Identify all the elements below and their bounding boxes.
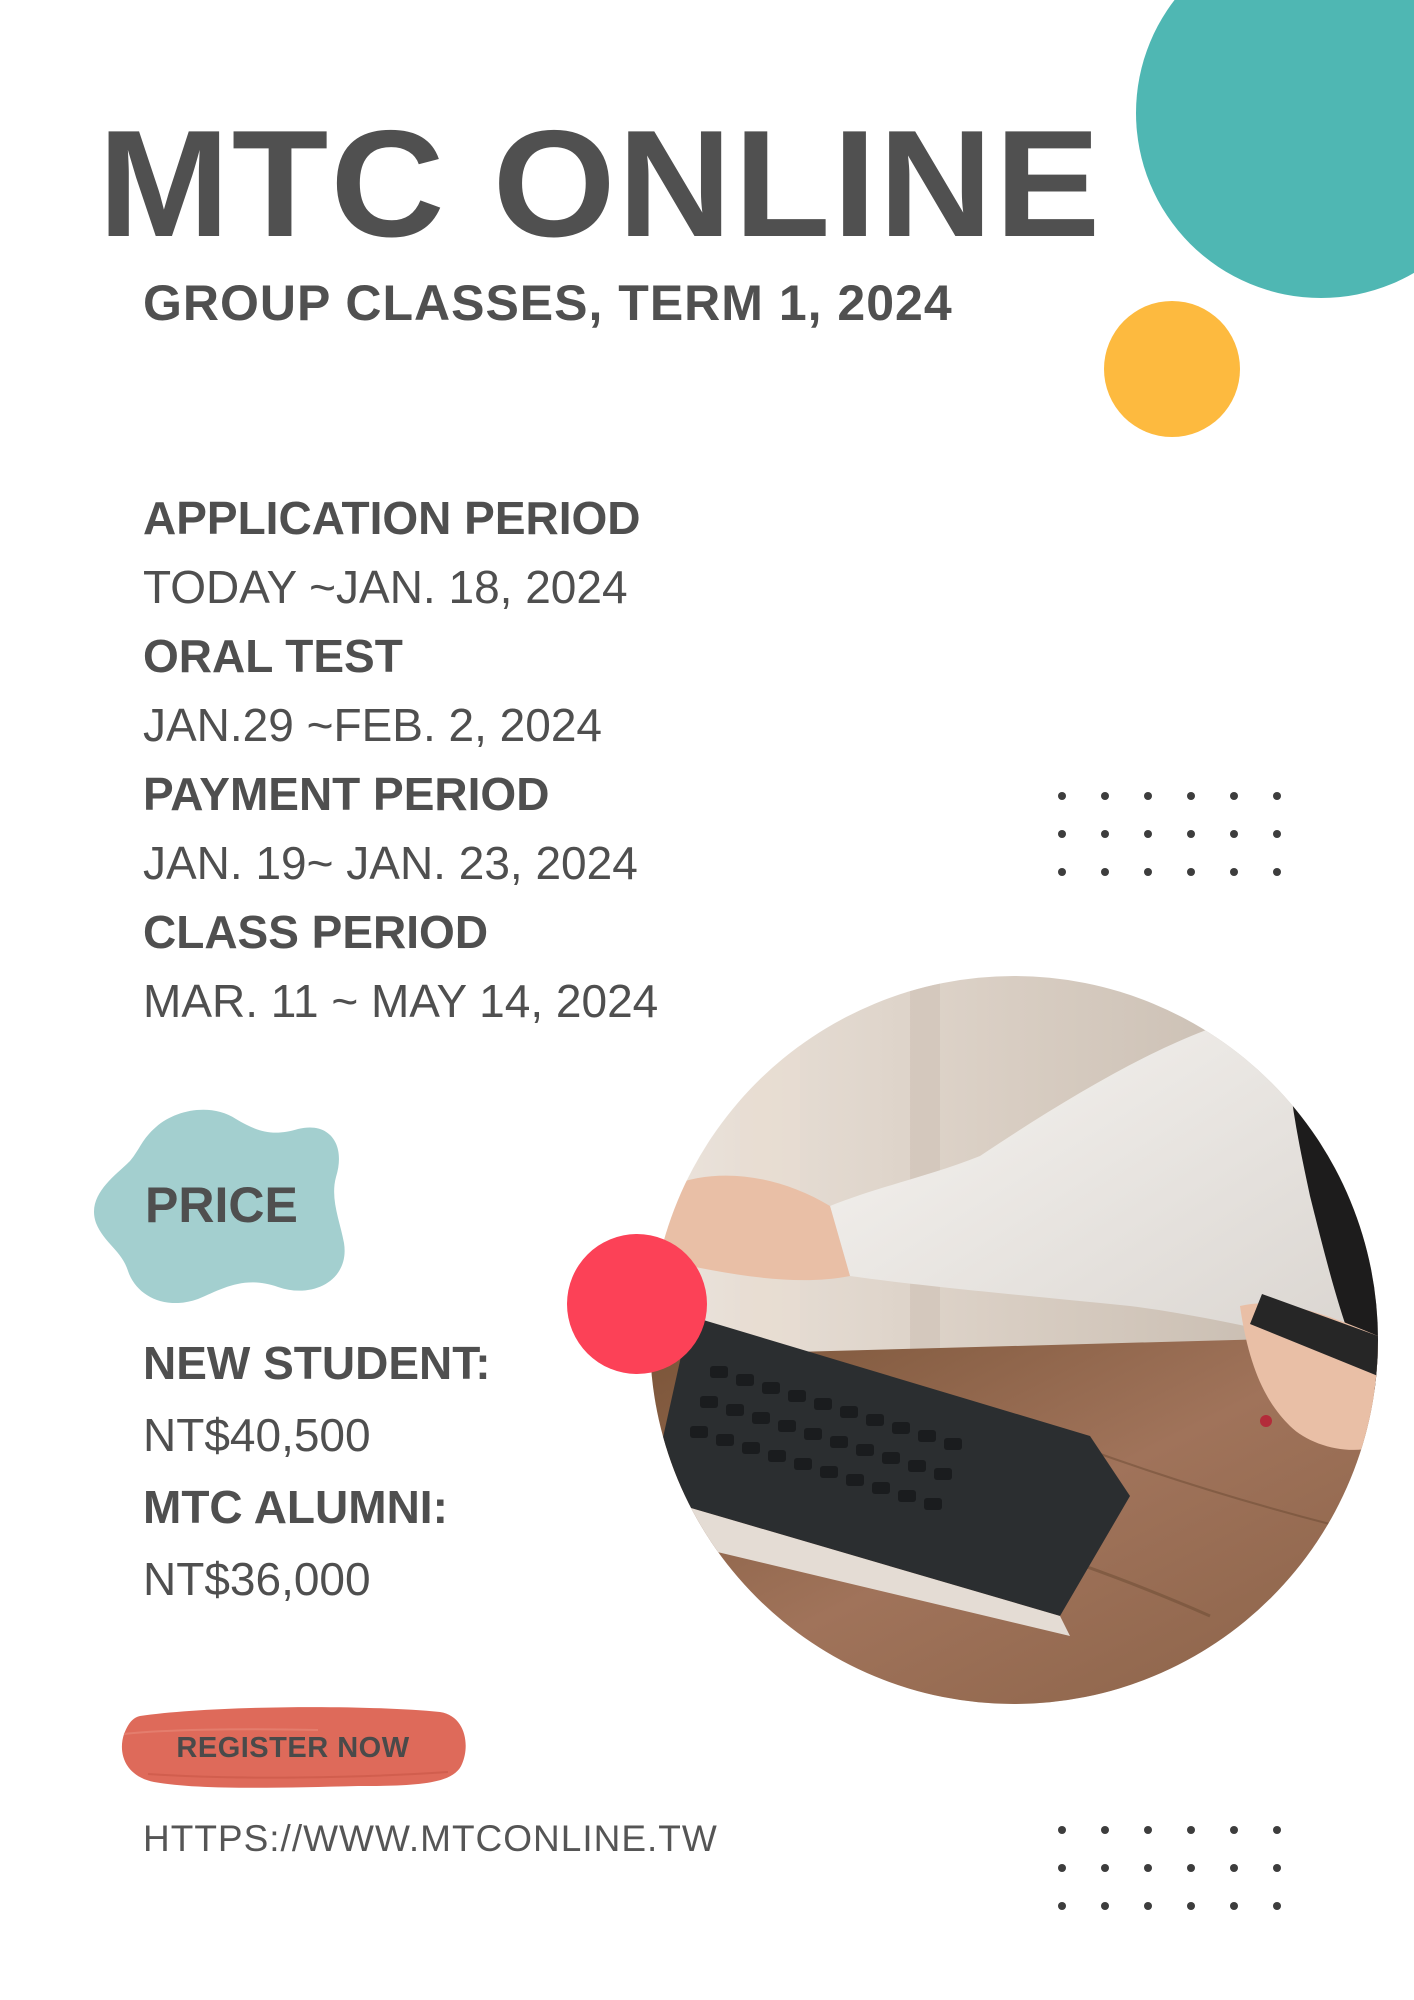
class-period-label: CLASS PERIOD bbox=[143, 906, 489, 958]
class-period-value: MAR. 11 ~ MAY 14, 2024 bbox=[143, 975, 659, 1027]
page-subtitle: GROUP CLASSES, TERM 1, 2024 bbox=[143, 275, 953, 331]
oral-test-value: JAN.29 ~FEB. 2, 2024 bbox=[143, 699, 602, 751]
page-title: MTC ONLINE bbox=[98, 99, 1103, 269]
schedule-section bbox=[143, 488, 843, 1040]
red-circle-decoration bbox=[567, 1234, 707, 1374]
oral-test-label: ORAL TEST bbox=[143, 630, 403, 682]
application-period-value: TODAY ~JAN. 18, 2024 bbox=[143, 561, 628, 613]
price-heading: PRICE bbox=[145, 1177, 298, 1233]
payment-period-label: PAYMENT PERIOD bbox=[143, 768, 550, 820]
price-section bbox=[143, 1331, 491, 1619]
dot-grid-icon-bottom bbox=[1058, 1826, 1281, 1910]
register-now-label: REGISTER NOW bbox=[176, 1731, 410, 1764]
alumni-label: MTC ALUMNI: bbox=[143, 1481, 448, 1533]
alumni-price: NT$36,000 bbox=[143, 1553, 371, 1605]
dot-grid-icon bbox=[1058, 792, 1281, 876]
photo-illustration bbox=[650, 976, 1378, 1704]
yellow-circle-decoration bbox=[1104, 301, 1240, 437]
application-period-label: APPLICATION PERIOD bbox=[143, 492, 641, 544]
register-now-button[interactable] bbox=[118, 1702, 468, 1794]
payment-period-value: JAN. 19~ JAN. 23, 2024 bbox=[143, 837, 638, 889]
website-link[interactable]: HTTPS://WWW.MTCONLINE.TW bbox=[143, 1818, 718, 1859]
new-student-price: NT$40,500 bbox=[143, 1409, 371, 1461]
photo-image bbox=[650, 976, 1378, 1704]
teal-circle-decoration bbox=[1136, 0, 1414, 298]
new-student-label: NEW STUDENT: bbox=[143, 1337, 491, 1389]
